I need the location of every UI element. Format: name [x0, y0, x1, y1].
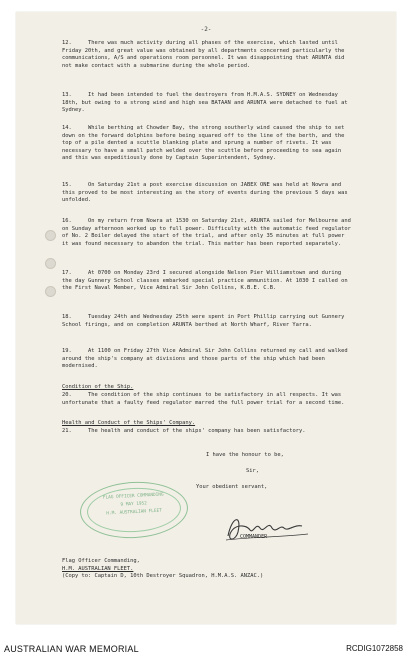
- paragraph-20: 20. The condition of the ship continues to be satisfactory in all respects. It was unfortunate that a faulty feed regulator marred the full power trial for a second time.: [62, 392, 345, 406]
- section-heading-ship: Condition of the Ship.: [62, 384, 134, 390]
- footer-archive-name: AUSTRALIAN WAR MEMORIAL: [4, 644, 139, 654]
- punch-hole: [45, 286, 56, 297]
- punch-hole: [45, 258, 56, 269]
- paragraph-14: 14. While berthing at Chowder Bay, the strong southerly wind caused the ship to set down on the forward dolphins before being squared off to the line of the berth, and the top of a pile dented a scuttle blanking plate and sprung a number of rivets. It was necessary to have a small patch welded over the scuttle before proceeding to sea again and this was expeditiously done by Captain Superintendent, Sydney.: [62, 125, 345, 162]
- signature-image: [222, 510, 312, 546]
- page-number: -2-: [200, 26, 212, 33]
- paragraph-17: 17. At 0700 on Monday 23rd I secured alongside Nelson Pier Williamstown and during the day Gunnery School classes embarked special practice ammunition. At 1030 I called on the First Naval Member, Vice Admiral Sir John Collins, K.B.E. C.B.: [62, 270, 348, 292]
- paragraph-21: 21. The health and conduct of the ships' company has been satisfactory.: [62, 428, 306, 434]
- received-stamp: FLAG OFFICER COMMANDING 9 MAY 1952 H.M. AUSTRALIAN FLEET: [79, 479, 190, 541]
- paragraph-15: 15. On Saturday 21st a post exercise discussion on JABEX ONE was held at Nowra and this proved to be most interesting as the story of events during the previous 5 days was unfolded.: [62, 182, 348, 204]
- document-page: [16, 12, 396, 624]
- paragraph-16: 16. On my return from Nowra at 1530 on Saturday 21st, ARUNTA sailed for Melbourne and on Sunday afternoon worked up to full power. Difficulty with the automatic feed regulator of No. 2 Boiler delayed the start of the trial, and after only 35 minutes at full power it was found necessary to abandon the trial. This matter has been reported separately.: [62, 218, 351, 247]
- paragraph-13: 13. It had been intended to fuel the destroyers from H.M.A.S. SYDNEY on Wednesday 18th, but owing to a strong wind and high sea BATAAN and ARUNTA were detached to fuel at Sydney.: [62, 92, 348, 114]
- closing-honour: I have the honour to be,: [206, 452, 284, 458]
- distribution-addressee: Flag Officer Commanding, H.M. AUSTRALIAN FLEET. (Copy to: Captain D, 10th Destroyer Squadron, H.M.A.S. ANZAC.): [62, 558, 264, 580]
- punch-hole: [45, 230, 56, 241]
- paragraph-18: 18. Tuesday 24th and Wednesday 25th were spent in Port Phillip carrying out Gunnery School firings, and on completion ARUNTA berthed at North Wharf, River Yarra.: [62, 314, 345, 328]
- section-heading-health: Health and Conduct of the Ships' Company.: [62, 420, 196, 426]
- closing-servant: Your obedient servant,: [196, 484, 268, 490]
- footer-record-id: RCDIG1072858: [346, 644, 403, 653]
- signature-rank: COMMANDER: [240, 534, 268, 540]
- closing-sir: Sir,: [246, 468, 259, 474]
- paragraph-19: 19. At 1100 on Friday 27th Vice Admiral Sir John Collins returned my call and walked around the ship's company at divisions and those parts of the ship which had been modernised.: [62, 348, 348, 370]
- paragraph-12: 12. There was much activity during all phases of the exercise, which lasted until Friday 20th, and great value was obtained by all departments concerned particularly the communications, A/S and operations room personnel. It was disappointing that ARUNTA did not make contact with a submarine during the whole period.: [62, 40, 345, 69]
